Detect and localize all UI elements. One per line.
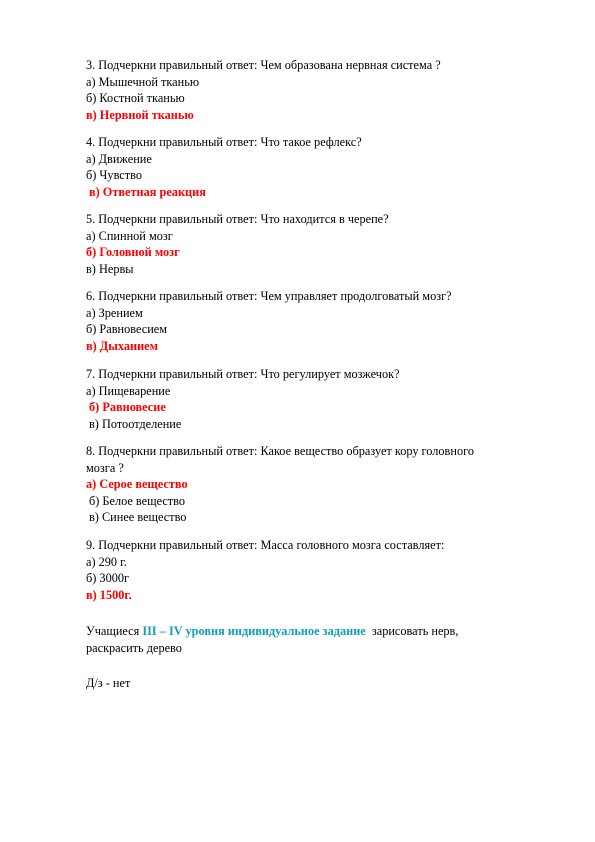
answer-option: а) 290 г. [86,554,127,569]
correct-answer-option: в) 1500г. [86,587,132,602]
question-8 [86,443,546,526]
answer-option: а) Пищеварение [86,383,171,398]
answer-option: б) Равновесием [86,322,168,336]
question-prompt: 6. Подчеркни правильный ответ: Чем управляет продолговатый мозг? [86,289,452,303]
question-prompt: 5. Подчеркни правильный ответ: Что находится в черепе? [86,212,389,226]
correct-answer-option: а) Серое вещество [86,477,188,491]
answer-option: б) Белое вещество [89,493,186,508]
question-prompt: 9. Подчеркни правильный ответ: Масса головного мозга составляет: [86,538,445,552]
answer-option: б) Костной тканью [86,91,185,105]
answer-option: б) Чувство [86,168,143,182]
question-4 [86,134,546,200]
answer-option: в) Потоотделение [89,416,182,431]
question-prompt: 3. Подчеркни правильный ответ: Чем образована нервная система ? [86,58,441,72]
assignment-prefix: Учащиеся [86,624,143,638]
answer-option: б) 3000г [86,571,130,585]
homework-text: Д/з - нет [86,676,131,690]
answer-option: в) Нервы [86,261,134,276]
answer-option: а) Спинной мозг [86,228,173,243]
question-prompt: 4. Подчеркни правильный ответ: Что такое рефлекс? [86,135,362,149]
question-3 [86,57,546,123]
question-prompt: 7. Подчеркни правильный ответ: Что регулирует мозжечок? [86,367,400,381]
question-prompt-continued: мозга ? [86,460,124,475]
question-7 [86,366,546,432]
answer-option: а) Движение [86,151,152,166]
homework-paragraph [86,675,546,692]
answer-option: а) Зрением [86,305,143,320]
correct-answer-option: б) Головной мозг [86,245,180,259]
assignment-paragraph [86,623,546,656]
correct-answer-option: в) Ответная реакция [89,184,206,199]
assignment-suffix: зарисовать нерв, [365,624,459,638]
answer-option: в) Синее вещество [89,510,187,524]
answer-option: а) Мышечной тканью [86,74,200,89]
question-prompt: 8. Подчеркни правильный ответ: Какое вещество образует кору головного [86,444,474,458]
assignment-line [86,623,546,640]
question-6 [86,288,546,354]
correct-answer-option: в) Нервной тканью [86,107,194,122]
assignment-line-2: раскрасить дерево [86,640,182,655]
question-5 [86,211,546,277]
correct-answer-option: б) Равновесие [89,400,166,414]
correct-answer-option: в) Дыханием [86,338,159,353]
assignment-level-highlight: III – IV уровня индивидуальное задание [142,624,366,638]
question-9 [86,537,546,603]
